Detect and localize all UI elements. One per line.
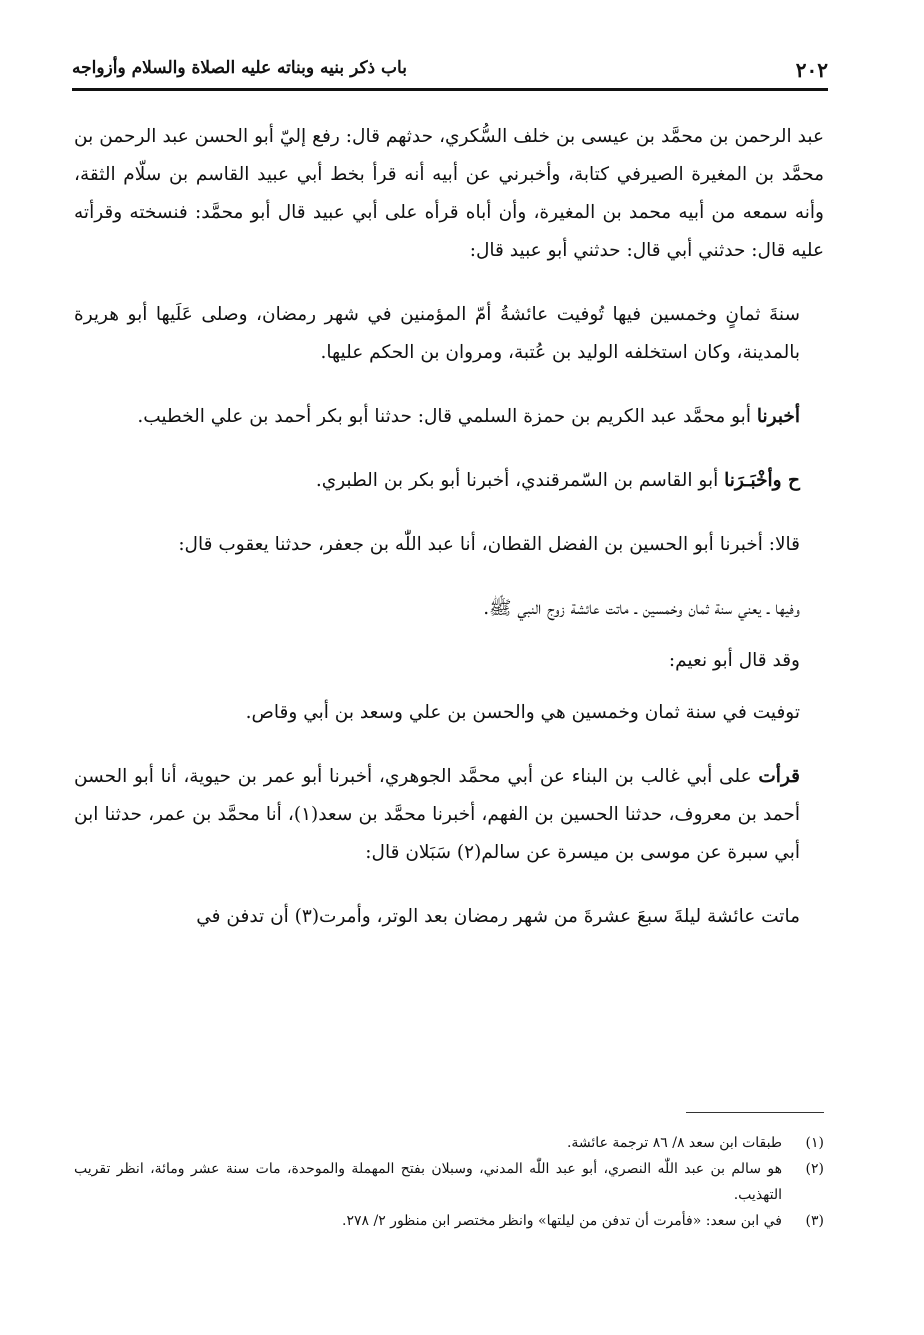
footnote (74, 1156, 824, 1208)
lead-word: قرأت (758, 766, 800, 787)
footnote (74, 1130, 824, 1156)
footnote-text: هو سالم بن عبد اللّٰه النصري، أبو عبد اللّٰه المدني، وسبلان بفتح المهملة والموحدة، مات سنة عشر ومائة، انظر تقريب التهذيب. (74, 1161, 782, 1203)
page-number: ٢٠٢ (795, 58, 828, 82)
paragraph-text: على أبي غالب بن البناء عن أبي محمَّد الجوهري، أخبرنا أبو عمر بن حيوية، أنا أبو الحسن أحمد بن معروف، حدثنا الحسين بن الفهم، أخبرنا محمَّد بن سعد(١)، أنا محمَّد بن عمر، حدثنا ابن أبي سبرة عن موسى بن ميسرة عن سالم(٢) سَبَلان قال: (74, 766, 801, 863)
paragraph-isnad-2 (74, 398, 824, 436)
paragraph-isnad-1: عبد الرحمن بن محمَّد بن عيسى بن خلف السُّكري، حدثهم قال: رفع إليّ أبو الحسن عبد الرحمن بن محمَّد بن المغيرة الصيرفي كتابة، وأخبرني عن أبيه أنه قرأ بخط أبي عبيد القاسم بن سلّام الثقة، وأنه سمعه من أبيه محمد بن المغيرة، وأن أباه قرأه على أبي عبيد قال أبو محمَّد: فنسخته وقرأته عليه قال: حدثني أبي قال: حدثني أبو عبيد قال: (74, 126, 824, 261)
footnote-text: طبقات ابن سعد ٨/ ٨٦ ترجمة عائشة. (566, 1135, 782, 1151)
footnote-number: (٢) (805, 1161, 824, 1177)
footnote-number: (٣) (805, 1213, 824, 1229)
paragraph-isnad-3 (74, 462, 824, 500)
paragraph-report-5: ماتت عائشة ليلةَ سبعَ عشرةَ من شهر رمضان بعد الوتر، وأمرت(٣) أن تدفن في (196, 906, 800, 927)
lead-word: أخبرنا (756, 406, 800, 427)
running-header (72, 52, 828, 88)
footnote-rule (686, 1112, 824, 1113)
paragraph-report-1: سنةَ ثمانٍ وخمسين فيها تُوفيت عائشةُ أمّ المؤمنين في شهر رمضان، وصلى عَلَيها أبو هريرة بالمدينة، وكان استخلفه الوليد بن عُتبة، ومروان بن الحكم عليها. (74, 304, 800, 363)
header-rule (72, 88, 828, 91)
running-title: باب ذكر بنيه وبناته عليه الصلاة والسلام وأزواجه (72, 58, 407, 78)
paragraph-report-4: توفيت في سنة ثمان وخمسين هي والحسن بن علي وسعد بن أبي وقاص. (245, 702, 800, 723)
footnotes (74, 1130, 824, 1234)
footnote-number: (١) (805, 1135, 824, 1151)
main-text (74, 118, 824, 962)
paragraph-report-2: وفيها ـ يعني سنة ثمان وخمسين ـ ماتت عائشة زوج النبي ﷺ. (483, 598, 800, 619)
footnote-text: في ابن سعد: «فأمرت أن تدفن من ليلتها» وانظر مختصر ابن منظور ٢/ ٢٧٨. (342, 1213, 782, 1229)
paragraph-text: أبو محمَّد عبد الكريم بن حمزة السلمي قال: حدثنا أبو بكر أحمد بن علي الخطيب. (137, 406, 757, 427)
paragraph-isnad-4: قالا: أخبرنا أبو الحسين بن الفضل القطان، أنا عبد اللّٰه بن جعفر، حدثنا يعقوب قال: (178, 534, 800, 555)
paragraph-isnad-5 (74, 758, 824, 872)
paragraph-text: أبو القاسم بن السّمرقندي، أخبرنا أبو بكر بن الطبري. (315, 470, 725, 491)
paragraph-report-3: وقد قال أبو نعيم: (668, 650, 800, 671)
lead-word: ح وأخْبَـرَنا (724, 470, 800, 491)
footnote (74, 1208, 824, 1234)
